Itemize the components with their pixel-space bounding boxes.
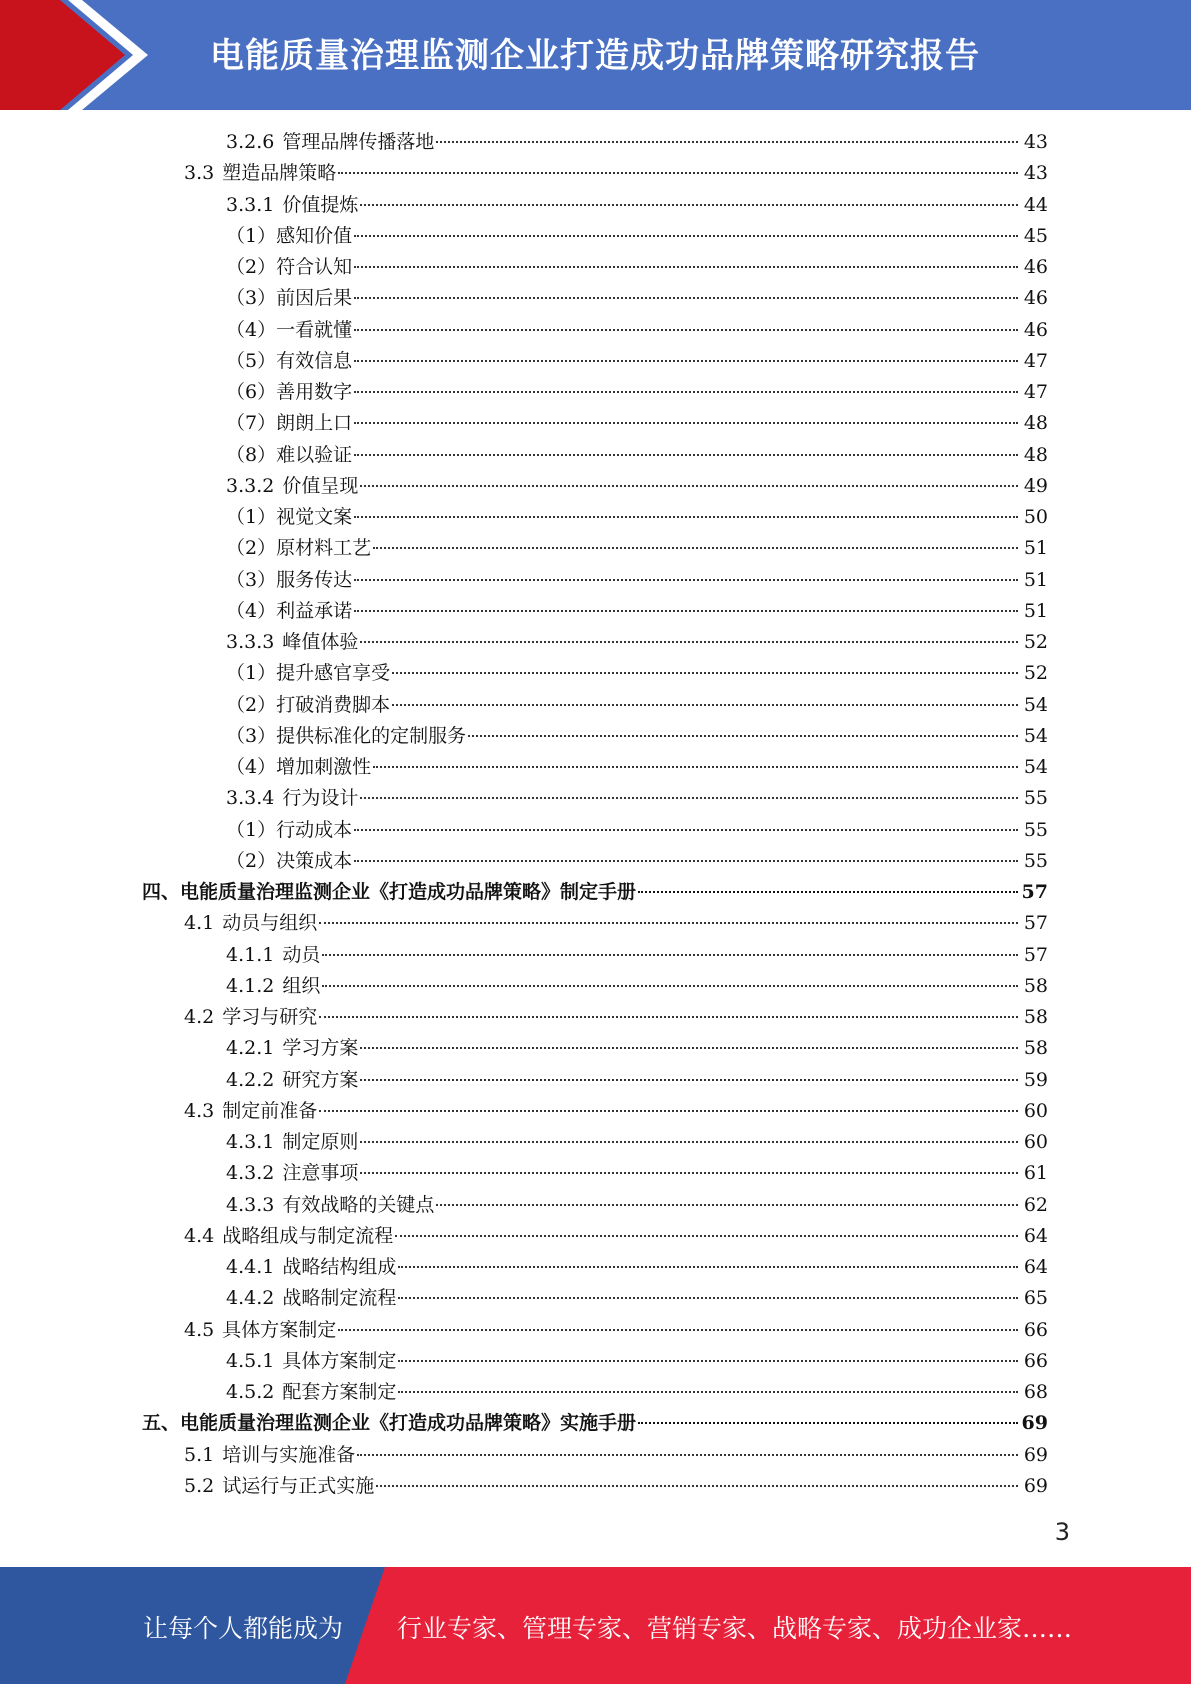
toc-dot-leader: [354, 235, 1018, 237]
toc-entry-number: 3.3.1: [226, 193, 275, 216]
toc-entry-page: 43: [1023, 131, 1048, 153]
toc-entry-page: 64: [1023, 1224, 1048, 1247]
toc-entry-number: 5.1: [184, 1443, 215, 1466]
toc-entry[interactable]: [226, 628, 1048, 656]
toc-entry-number: 5.2: [184, 1474, 215, 1497]
toc-entry-label: 具体方案制定: [282, 1349, 397, 1372]
toc-entry-label: 培训与实施准备: [222, 1443, 356, 1466]
toc-entry-page: 60: [1023, 1131, 1048, 1153]
toc-entry-page: 58: [1023, 974, 1048, 997]
toc-entry-page: 55: [1023, 818, 1048, 841]
toc-entry-page: 45: [1023, 224, 1048, 247]
toc-entry-label: 战略结构组成: [282, 1256, 397, 1278]
toc-entry-label: 管理品牌传播落地: [282, 131, 435, 153]
toc-entry-label: 行为设计: [282, 787, 359, 810]
toc-entry-page: 59: [1023, 1068, 1048, 1091]
toc-entry-number: 4.3: [184, 1099, 215, 1122]
toc-entry[interactable]: [226, 253, 1048, 281]
toc-entry-page: 60: [1023, 1099, 1048, 1122]
toc-entry[interactable]: [226, 722, 1048, 750]
toc-entry-page: 58: [1023, 1037, 1048, 1060]
toc-dot-leader: [354, 297, 1018, 299]
toc-entry-page: 49: [1023, 474, 1048, 497]
toc-entry-number: 4.1.1: [226, 943, 275, 966]
toc-entry[interactable]: [226, 534, 1048, 562]
toc-entry[interactable]: [184, 1441, 1048, 1469]
toc-entry-page: 58: [1023, 1006, 1048, 1028]
toc-entry-number: 4.5: [184, 1318, 215, 1341]
toc-entry-number: 3.2.6: [226, 131, 275, 153]
toc-dot-leader: [468, 735, 1018, 737]
toc-entry-page: 69: [1023, 1443, 1048, 1466]
toc-entry-number: 4.4.1: [226, 1256, 275, 1278]
toc-entry-label: 价值呈现: [282, 474, 359, 497]
toc-dot-leader: [360, 485, 1018, 487]
toc-dot-leader: [319, 1016, 1018, 1018]
toc-entry-label: 价值提炼: [282, 193, 359, 216]
toc-entry-number: 3.3.4: [226, 787, 275, 810]
toc-entry-label: （4）增加刺激性: [226, 756, 372, 778]
toc-entry-label: 研究方案: [282, 1068, 359, 1091]
toc-dot-leader: [360, 204, 1018, 206]
toc-dot-leader: [436, 1204, 1018, 1206]
toc-entry[interactable]: [226, 284, 1048, 312]
toc-entry[interactable]: [226, 1128, 1048, 1156]
toc-entry-label: 战略组成与制定流程: [222, 1224, 394, 1247]
toc-entry-page: 48: [1023, 412, 1048, 435]
toc-entry-page: 57: [1021, 881, 1048, 903]
header-title: 电能质量治理监测企业打造成功品牌策略研究报告: [210, 36, 980, 76]
toc-entry-page: 65: [1023, 1287, 1048, 1310]
toc-entry[interactable]: [184, 1097, 1048, 1125]
toc-entry-label: 峰值体验: [282, 631, 359, 653]
toc-dot-leader: [360, 1141, 1018, 1143]
toc-entry-label: （1）感知价值: [226, 224, 353, 247]
toc-dot-leader: [322, 985, 1018, 987]
toc-dot-leader: [354, 454, 1018, 456]
toc-entry[interactable]: [226, 1253, 1048, 1281]
toc-dot-leader: [360, 1047, 1018, 1049]
toc-entry[interactable]: [142, 878, 1048, 906]
toc-entry-label: 动员: [282, 943, 321, 966]
toc-entry-label: （2）原材料工艺: [226, 537, 372, 560]
toc-entry-page: 46: [1023, 287, 1048, 310]
toc-entry[interactable]: [226, 472, 1048, 500]
toc-entry[interactable]: [226, 847, 1048, 875]
toc-dot-leader: [392, 672, 1018, 674]
toc-dot-leader: [354, 579, 1018, 581]
toc-entry-number: 4.2.2: [226, 1068, 275, 1091]
toc-dot-leader: [357, 1454, 1018, 1456]
toc-entry[interactable]: [184, 159, 1048, 187]
toc-dot-leader: [338, 1329, 1018, 1331]
toc-entry-label: 具体方案制定: [222, 1318, 337, 1341]
toc-entry-label: 制定原则: [282, 1131, 359, 1153]
toc-entry[interactable]: [226, 659, 1048, 687]
toc-entry[interactable]: [226, 222, 1048, 250]
toc-dot-leader: [354, 329, 1018, 331]
toc-entry-page: 43: [1023, 162, 1048, 185]
toc-entry[interactable]: [226, 784, 1048, 812]
toc-dot-leader: [398, 1297, 1018, 1299]
toc-entry-page: 61: [1023, 1162, 1048, 1185]
toc-entry-page: 54: [1023, 724, 1048, 747]
toc-entry-label: （1）行动成本: [226, 818, 353, 841]
toc-entry-number: 3.3: [184, 162, 215, 185]
toc-entry-page: 57: [1023, 912, 1048, 935]
toc-dot-leader: [354, 829, 1018, 831]
toc-entry-page: 64: [1023, 1256, 1048, 1278]
toc-entry-page: 46: [1023, 256, 1048, 278]
toc-entry[interactable]: [226, 972, 1048, 1000]
toc-entry[interactable]: [226, 941, 1048, 969]
toc-dot-leader: [319, 1110, 1018, 1112]
toc-dot-leader: [638, 891, 1018, 893]
toc-entry-page: 48: [1023, 443, 1048, 466]
toc-entry[interactable]: [226, 1034, 1048, 1062]
toc-entry[interactable]: [226, 128, 1048, 156]
toc-dot-leader: [360, 797, 1018, 799]
toc-entry-page: 51: [1023, 599, 1048, 622]
toc-dot-leader: [338, 172, 1018, 174]
toc-dot-leader: [360, 1172, 1018, 1174]
toc-entry-page: 50: [1023, 506, 1048, 528]
toc-entry-page: 62: [1023, 1193, 1048, 1216]
footer-slogan-left: 让每个人都能成为: [143, 1614, 344, 1643]
toc-entry-page: 57: [1023, 943, 1048, 966]
toc-entry-number: 4.1: [184, 912, 215, 935]
toc-dot-leader: [319, 922, 1018, 924]
toc-entry[interactable]: [226, 597, 1048, 625]
toc-entry-page: 47: [1023, 349, 1048, 372]
toc-entry-label: （8）难以验证: [226, 443, 353, 466]
toc-dot-leader: [360, 1079, 1018, 1081]
toc-entry-label: 学习与研究: [222, 1006, 318, 1028]
toc-dot-leader: [395, 1235, 1018, 1237]
toc-entry-page: 51: [1023, 568, 1048, 591]
toc-entry-page: 55: [1023, 787, 1048, 810]
toc-entry-page: 44: [1023, 193, 1048, 216]
toc-entry-page: 54: [1023, 693, 1048, 716]
toc-entry-label: 有效战略的关键点: [282, 1193, 435, 1216]
toc-entry-number: 4.2: [184, 1006, 215, 1028]
toc-entry-label: （3）前因后果: [226, 287, 353, 310]
toc-entry[interactable]: [184, 1316, 1048, 1344]
toc-entry-page: 46: [1023, 318, 1048, 341]
toc-entry-label: （1）提升感官享受: [226, 662, 391, 685]
toc-entry-label: （2）符合认知: [226, 256, 353, 278]
toc-entry-label: （2）决策成本: [226, 849, 353, 872]
toc-entry-number: 4.4.2: [226, 1287, 275, 1310]
toc-entry[interactable]: [226, 816, 1048, 844]
toc-entry-number: 4.2.1: [226, 1037, 275, 1060]
toc-entry-page: 51: [1023, 537, 1048, 560]
toc-dot-leader: [360, 641, 1018, 643]
toc-entry-page: 68: [1023, 1381, 1048, 1403]
toc-dot-leader: [354, 860, 1018, 862]
toc-entry[interactable]: [226, 409, 1048, 437]
toc-entry-number: 3.3.2: [226, 474, 275, 497]
page-number: 3: [1054, 1518, 1070, 1546]
toc-entry-number: 4.3.3: [226, 1193, 275, 1216]
toc-entry[interactable]: [226, 378, 1048, 406]
toc-entry-page: 66: [1023, 1349, 1048, 1372]
toc-entry-number: 4.3.2: [226, 1162, 275, 1185]
toc-entry-page: 54: [1023, 756, 1048, 778]
toc-entry-label: 组织: [282, 974, 321, 997]
toc-entry[interactable]: [226, 1066, 1048, 1094]
toc-entry-page: 52: [1023, 662, 1048, 685]
toc-entry[interactable]: [226, 753, 1048, 781]
toc-dot-leader: [398, 1360, 1018, 1362]
toc-entry-label: （4）一看就懂: [226, 318, 353, 341]
toc-entry-page: 69: [1023, 1474, 1048, 1497]
footer-slogan-right: 行业专家、管理专家、营销专家、战略专家、成功企业家……: [397, 1614, 1073, 1643]
toc-entry[interactable]: [226, 1191, 1048, 1219]
toc-entry-number: 4.4: [184, 1224, 215, 1247]
toc-entry-page: 55: [1023, 849, 1048, 872]
toc-entry[interactable]: [226, 441, 1048, 469]
toc-dot-leader: [354, 516, 1018, 518]
toc-entry[interactable]: [184, 909, 1048, 937]
toc-entry-label: 注意事项: [282, 1162, 359, 1185]
toc-entry-label: （3）服务传达: [226, 568, 353, 591]
toc-entry-label: （4）利益承诺: [226, 599, 353, 622]
toc-entry-label: 试运行与正式实施: [222, 1474, 375, 1497]
toc-dot-leader: [354, 422, 1018, 424]
toc-entry-label: （7）朗朗上口: [226, 412, 353, 435]
toc-dot-leader: [354, 610, 1018, 612]
toc-dot-leader: [373, 766, 1018, 768]
toc-entry-label: 学习方案: [282, 1037, 359, 1060]
toc-entry-label: 四、电能质量治理监测企业《打造成功品牌策略》制定手册: [142, 881, 637, 903]
toc-entry-page: 66: [1023, 1318, 1048, 1341]
toc-dot-leader: [322, 954, 1018, 956]
toc-dot-leader: [376, 1485, 1018, 1487]
toc-dot-leader: [436, 141, 1018, 143]
toc-entry-label: 五、电能质量治理监测企业《打造成功品牌策略》实施手册: [142, 1412, 637, 1435]
toc-entry-label: （5）有效信息: [226, 349, 353, 372]
toc-dot-leader: [398, 1391, 1018, 1393]
toc-entry-label: 动员与组织: [222, 912, 318, 935]
toc-entry[interactable]: [226, 1159, 1048, 1187]
toc-entry[interactable]: [226, 1347, 1048, 1375]
header-chevron-icon: [0, 0, 160, 110]
toc-entry[interactable]: [226, 191, 1048, 219]
toc-entry-page: 47: [1023, 381, 1048, 403]
toc-entry[interactable]: [226, 503, 1048, 531]
toc-entry-label: （6）善用数字: [226, 381, 353, 403]
toc-dot-leader: [354, 391, 1018, 393]
toc-entry-number: 4.5.1: [226, 1349, 275, 1372]
toc-entry[interactable]: [226, 347, 1048, 375]
toc-entry-number: 4.5.2: [226, 1381, 275, 1403]
toc-entry-label: 塑造品牌策略: [222, 162, 337, 185]
toc-dot-leader: [392, 704, 1018, 706]
toc-dot-leader: [354, 266, 1018, 268]
toc-entry-page: 69: [1021, 1412, 1048, 1435]
toc-entry[interactable]: [226, 691, 1048, 719]
toc-entry-label: 制定前准备: [222, 1099, 318, 1122]
toc-entry[interactable]: [184, 1472, 1048, 1500]
toc-entry-label: 战略制定流程: [282, 1287, 397, 1310]
toc-entry-label: （3）提供标准化的定制服务: [226, 724, 467, 747]
toc-entry[interactable]: [184, 1003, 1048, 1031]
toc-entry[interactable]: [226, 566, 1048, 594]
page-footer: [0, 1567, 1191, 1684]
toc-entry[interactable]: [226, 1378, 1048, 1406]
toc-entry-number: 4.3.1: [226, 1131, 275, 1153]
page-header: [0, 0, 1191, 110]
toc-entry-label: 配套方案制定: [282, 1381, 397, 1403]
toc-dot-leader: [638, 1422, 1018, 1424]
toc-entry-number: 3.3.3: [226, 631, 275, 653]
toc-dot-leader: [354, 360, 1018, 362]
toc-entry[interactable]: [226, 1284, 1048, 1312]
toc-entry-label: （1）视觉文案: [226, 506, 353, 528]
toc-entry[interactable]: [184, 1222, 1048, 1250]
toc-entry-label: （2）打破消费脚本: [226, 693, 391, 716]
toc-dot-leader: [398, 1266, 1018, 1268]
toc-entry[interactable]: [226, 316, 1048, 344]
toc-entry[interactable]: [142, 1409, 1048, 1437]
toc-dot-leader: [373, 547, 1018, 549]
toc-entry-number: 4.1.2: [226, 974, 275, 997]
toc-entry-page: 52: [1023, 631, 1048, 653]
